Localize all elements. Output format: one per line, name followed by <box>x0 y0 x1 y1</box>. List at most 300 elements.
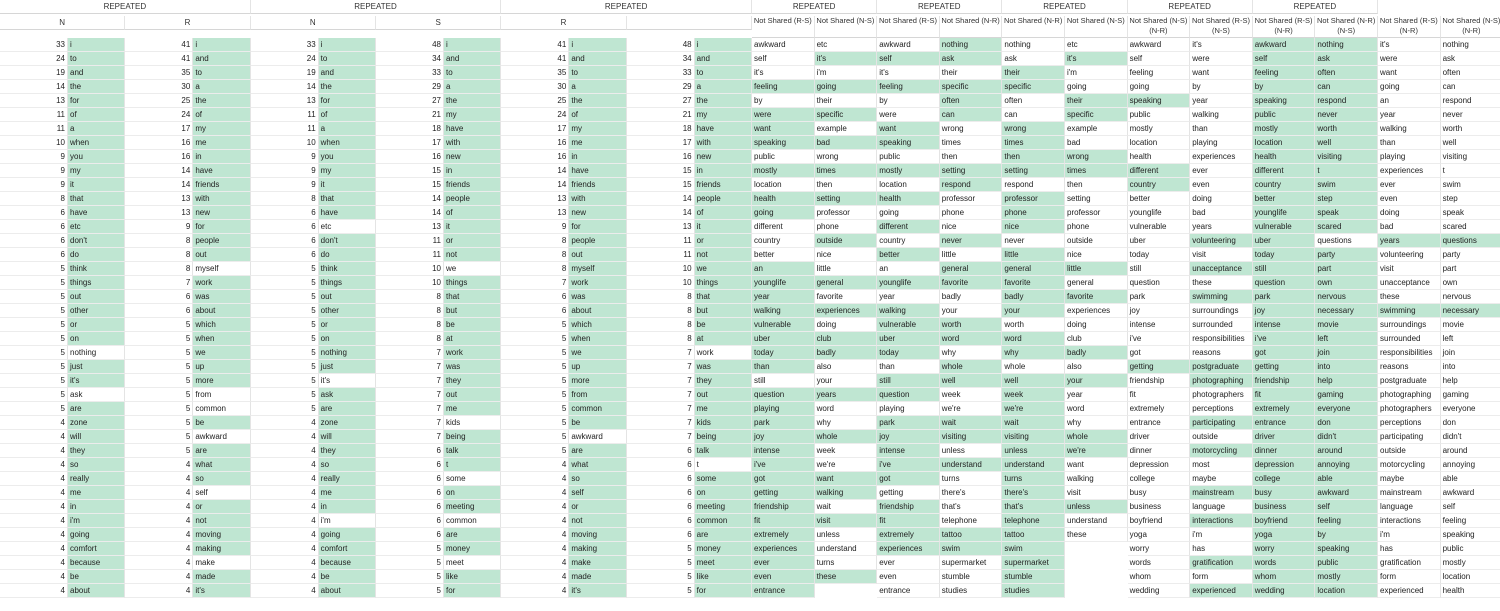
word-cell: a <box>319 122 376 136</box>
word-cell: self <box>1253 52 1316 66</box>
word-cell: intense <box>877 444 940 458</box>
word-cell: left <box>1315 332 1378 346</box>
word-cell: by <box>1315 528 1378 542</box>
word-cell: everyone <box>1441 402 1500 416</box>
word-cell: want <box>1378 66 1441 80</box>
word-cell: don <box>1315 416 1378 430</box>
word-cell: with <box>569 192 626 206</box>
word-cell: speaking <box>1441 528 1500 542</box>
count-cell: 4 <box>501 584 569 598</box>
word-cell: form <box>1378 570 1441 584</box>
word-cell: for <box>444 584 501 598</box>
word-cell: ask <box>1441 52 1500 66</box>
word-cell: turns <box>815 556 878 570</box>
word-cell: swim <box>1441 178 1500 192</box>
word-cell: today <box>877 346 940 360</box>
word-cell: doing <box>815 318 878 332</box>
word-cell: understand <box>940 458 1003 472</box>
word-cell: still <box>752 374 815 388</box>
word-cell: swimming <box>1378 304 1441 318</box>
count-cell: 9 <box>251 164 319 178</box>
group-header: REPEATED <box>0 0 251 14</box>
word-cell: form <box>1190 570 1253 584</box>
count-cell: 30 <box>501 80 569 94</box>
count-cell: 19 <box>251 66 319 80</box>
word-cell: made <box>569 570 626 584</box>
word-cell: new <box>569 206 626 220</box>
column-header: Not Shared (R-S) <box>877 16 940 38</box>
word-cell: mostly <box>1253 122 1316 136</box>
word-cell: a <box>569 80 626 94</box>
word-cell: annoying <box>1441 458 1500 472</box>
count-cell: 4 <box>0 444 68 458</box>
word-cell: outside <box>1065 234 1128 248</box>
word-cell: friendship <box>1253 374 1316 388</box>
word-cell: ever <box>877 556 940 570</box>
word-cell: badly <box>1065 346 1128 360</box>
count-cell: 5 <box>125 318 193 332</box>
word-cell: etc <box>815 38 878 52</box>
count-cell: 33 <box>251 38 319 52</box>
word-cell: maybe <box>1378 472 1441 486</box>
count-cell: 16 <box>501 150 569 164</box>
count-cell: 5 <box>0 318 68 332</box>
word-cell: getting <box>1253 360 1316 374</box>
word-cell: tattoo <box>940 528 1003 542</box>
count-cell: 7 <box>627 402 695 416</box>
count-cell: 6 <box>501 304 569 318</box>
word-cell: i'm <box>1065 66 1128 80</box>
word-cell: younglife <box>1128 206 1191 220</box>
word-cell: better <box>1253 192 1316 206</box>
word-cell: busy <box>1128 486 1191 500</box>
word-cell: in <box>695 164 752 178</box>
count-cell: 5 <box>376 584 444 598</box>
word-cell: has <box>1378 542 1441 556</box>
word-cell: scared <box>1315 220 1378 234</box>
word-cell: being <box>444 430 501 444</box>
count-cell: 11 <box>376 234 444 248</box>
count-cell: 6 <box>376 514 444 528</box>
word-cell: me <box>319 486 376 500</box>
count-cell: 6 <box>0 220 68 234</box>
count-cell: 9 <box>501 220 569 234</box>
count-cell: 17 <box>376 136 444 150</box>
word-cell: be <box>68 570 125 584</box>
word-cell: park <box>1253 290 1316 304</box>
count-cell: 7 <box>376 360 444 374</box>
word-cell: speaking <box>752 136 815 150</box>
word-cell: they <box>68 444 125 458</box>
word-cell: around <box>1315 444 1378 458</box>
word-cell: professor <box>815 206 878 220</box>
word-cell: have <box>68 206 125 220</box>
word-cell: then <box>1002 150 1065 164</box>
word-cell: mostly <box>877 164 940 178</box>
word-cell: word <box>1002 332 1065 346</box>
word-cell: wait <box>1002 416 1065 430</box>
count-cell: 8 <box>627 332 695 346</box>
word-cell: to <box>695 66 752 80</box>
word-cell: in <box>569 150 626 164</box>
word-cell: feeling <box>752 80 815 94</box>
column-header <box>627 16 752 30</box>
word-cell: joy <box>877 430 940 444</box>
word-cell: then <box>815 178 878 192</box>
word-cell: necessary <box>1315 304 1378 318</box>
word-cell: year <box>1378 108 1441 122</box>
word-cell: on <box>444 486 501 500</box>
word-cell: surrounded <box>1378 332 1441 346</box>
word-cell: vulnerable <box>1253 220 1316 234</box>
word-cell: visiting <box>940 430 1003 444</box>
word-cell: things <box>695 276 752 290</box>
word-cell: around <box>1441 444 1500 458</box>
word-cell: talk <box>695 444 752 458</box>
count-cell: 4 <box>0 500 68 514</box>
count-cell: 8 <box>125 234 193 248</box>
word-cell: understand <box>1002 458 1065 472</box>
word-cell: which <box>569 318 626 332</box>
count-cell: 4 <box>251 542 319 556</box>
word-cell: park <box>752 416 815 430</box>
word-cell: out <box>444 388 501 402</box>
count-cell: 4 <box>501 500 569 514</box>
word-cell: then <box>1065 178 1128 192</box>
word-cell: photographers <box>1378 402 1441 416</box>
word-cell: so <box>193 472 250 486</box>
word-cell: me <box>444 402 501 416</box>
count-cell: 19 <box>0 66 68 80</box>
word-cell: i've <box>877 458 940 472</box>
count-cell: 34 <box>627 52 695 66</box>
word-cell: self <box>752 52 815 66</box>
count-cell: 11 <box>376 248 444 262</box>
word-cell: self <box>193 486 250 500</box>
column-header: Not Shared (N-R)(N-S) <box>1315 16 1378 38</box>
word-cell: country <box>1253 178 1316 192</box>
word-cell: i'm <box>319 514 376 528</box>
word-cell: setting <box>815 192 878 206</box>
word-cell: me <box>68 486 125 500</box>
word-cell: t <box>695 458 752 472</box>
word-cell: question <box>877 388 940 402</box>
word-cell: able <box>1315 472 1378 486</box>
word-cell: getting <box>877 486 940 500</box>
word-cell: respond <box>1002 178 1065 192</box>
word-cell: more <box>193 374 250 388</box>
count-cell: 6 <box>0 248 68 262</box>
word-cell: extremely <box>1253 402 1316 416</box>
word-cell: don't <box>68 234 125 248</box>
count-cell: 13 <box>627 220 695 234</box>
word-cell: unless <box>815 528 878 542</box>
word-cell: extremely <box>877 528 940 542</box>
word-cell: has <box>1190 542 1253 556</box>
word-cell: even <box>752 570 815 584</box>
word-cell: postgraduate <box>1190 360 1253 374</box>
word-cell: we <box>193 346 250 360</box>
word-cell: yoga <box>1253 528 1316 542</box>
word-cell: common <box>444 514 501 528</box>
word-cell: unacceptance <box>1378 276 1441 290</box>
count-cell: 5 <box>0 262 68 276</box>
word-cell: that <box>68 192 125 206</box>
word-cell: worth <box>940 318 1003 332</box>
word-cell: from <box>569 388 626 402</box>
count-cell: 9 <box>0 178 68 192</box>
word-cell: friends <box>444 178 501 192</box>
word-cell: wait <box>940 416 1003 430</box>
word-cell: necessary <box>1441 304 1500 318</box>
count-cell: 6 <box>251 220 319 234</box>
word-cell: wrong <box>1002 122 1065 136</box>
count-cell: 7 <box>376 402 444 416</box>
count-cell: 4 <box>501 472 569 486</box>
word-cell: experienced <box>1378 584 1441 598</box>
word-cell: year <box>752 290 815 304</box>
word-cell: bad <box>1378 220 1441 234</box>
word-cell: location <box>1253 136 1316 150</box>
count-cell: 5 <box>251 346 319 360</box>
word-cell: speak <box>1315 206 1378 220</box>
word-cell: walking <box>1065 472 1128 486</box>
count-cell: 4 <box>501 514 569 528</box>
word-cell: surrounded <box>1190 318 1253 332</box>
word-cell: wedding <box>1128 584 1191 598</box>
word-cell: worry <box>1253 542 1316 556</box>
word-cell: going <box>319 528 376 542</box>
word-cell: speaking <box>1128 94 1191 108</box>
count-cell: 6 <box>376 486 444 500</box>
word-cell: speaking <box>1315 542 1378 556</box>
word-cell: supermarket <box>940 556 1003 570</box>
word-cell: i <box>569 38 626 52</box>
word-cell: by <box>877 94 940 108</box>
word-cell: want <box>877 122 940 136</box>
word-cell: and <box>193 52 250 66</box>
word-cell: going <box>877 206 940 220</box>
word-cell: of <box>319 108 376 122</box>
count-cell: 8 <box>376 332 444 346</box>
word-cell: it's <box>877 66 940 80</box>
count-cell: 4 <box>125 500 193 514</box>
count-cell: 5 <box>376 556 444 570</box>
word-cell: mainstream <box>1378 486 1441 500</box>
count-cell: 10 <box>627 276 695 290</box>
count-cell: 5 <box>125 374 193 388</box>
word-cell: mostly <box>752 164 815 178</box>
word-cell: gratification <box>1378 556 1441 570</box>
word-cell: you <box>319 150 376 164</box>
word-cell: little <box>1002 248 1065 262</box>
word-cell: it's <box>68 374 125 388</box>
word-cell: myself <box>569 262 626 276</box>
word-cell: unless <box>940 444 1003 458</box>
word-cell: when <box>193 332 250 346</box>
column-header: Not Shared (N-S) <box>1065 16 1128 38</box>
word-cell: words <box>1128 556 1191 570</box>
word-cell: well <box>1441 136 1500 150</box>
word-cell: not <box>695 248 752 262</box>
word-cell: even <box>877 570 940 584</box>
word-cell: phone <box>940 206 1003 220</box>
count-cell: 13 <box>376 220 444 234</box>
word-cell: have <box>444 122 501 136</box>
word-cell: and <box>569 52 626 66</box>
word-cell: year <box>1065 388 1128 402</box>
word-cell: able <box>1441 472 1500 486</box>
count-cell: 4 <box>125 486 193 500</box>
word-cell: or <box>68 318 125 332</box>
word-cell: up <box>193 360 250 374</box>
count-cell: 4 <box>0 458 68 472</box>
word-cell: we're <box>815 458 878 472</box>
word-cell: different <box>1128 164 1191 178</box>
word-cell: little <box>815 262 878 276</box>
word-cell: i'm <box>1378 528 1441 542</box>
count-cell: 4 <box>0 542 68 556</box>
word-cell: speak <box>1441 206 1500 220</box>
word-cell: vulnerable <box>877 318 940 332</box>
word-cell: getting <box>1128 360 1191 374</box>
word-cell: location <box>1441 570 1500 584</box>
word-cell: often <box>1315 66 1378 80</box>
word-cell: walking <box>1378 122 1441 136</box>
word-cell: general <box>815 276 878 290</box>
word-cell: got <box>1253 346 1316 360</box>
column-header: Not Shared (N-S)(N-R) <box>1441 16 1500 38</box>
word-cell: not <box>193 514 250 528</box>
word-cell: general <box>1002 262 1065 276</box>
word-cell: make <box>193 556 250 570</box>
word-cell: or <box>319 318 376 332</box>
word-cell: health <box>1128 150 1191 164</box>
word-cell: little <box>940 248 1003 262</box>
group-header: REPEATED <box>1253 0 1378 14</box>
word-cell: other <box>68 304 125 318</box>
word-cell: gaming <box>1315 388 1378 402</box>
word-cell: some <box>695 472 752 486</box>
count-cell: 5 <box>501 430 569 444</box>
word-cell: mostly <box>1128 122 1191 136</box>
word-cell: etc <box>1065 38 1128 52</box>
word-cell: moving <box>193 528 250 542</box>
word-cell: mostly <box>1441 556 1500 570</box>
word-cell: whom <box>1253 570 1316 584</box>
word-cell: so <box>68 458 125 472</box>
word-cell: phone <box>1002 206 1065 220</box>
word-cell: feeling <box>1441 514 1500 528</box>
word-cell: are <box>569 444 626 458</box>
word-cell: feeling <box>1128 66 1191 80</box>
word-cell: language <box>1378 500 1441 514</box>
word-cell: out <box>695 388 752 402</box>
word-cell: week <box>815 444 878 458</box>
word-cell: wait <box>815 500 878 514</box>
word-cell: why <box>940 346 1003 360</box>
word-cell: got <box>752 472 815 486</box>
count-cell: 5 <box>501 332 569 346</box>
word-cell: people <box>695 192 752 206</box>
word-cell: college <box>1128 472 1191 486</box>
word-cell: awkward <box>877 38 940 52</box>
word-cell: nice <box>815 248 878 262</box>
count-cell: 6 <box>627 528 695 542</box>
word-cell: being <box>695 430 752 444</box>
word-cell: worry <box>1128 542 1191 556</box>
word-cell: was <box>569 290 626 304</box>
word-cell: with <box>444 136 501 150</box>
word-cell: uber <box>752 332 815 346</box>
word-cell: they <box>444 374 501 388</box>
count-cell: 4 <box>501 486 569 500</box>
word-cell: postgraduate <box>1378 374 1441 388</box>
word-cell: or <box>695 234 752 248</box>
word-cell: can <box>1441 80 1500 94</box>
word-cell: we're <box>940 402 1003 416</box>
word-cell: ever <box>752 556 815 570</box>
word-cell: of <box>569 108 626 122</box>
count-cell: 5 <box>501 416 569 430</box>
word-cell: movie <box>1315 318 1378 332</box>
count-cell: 4 <box>251 570 319 584</box>
word-cell: a <box>444 80 501 94</box>
count-cell: 4 <box>501 556 569 570</box>
word-cell: self <box>877 52 940 66</box>
count-cell: 6 <box>627 486 695 500</box>
word-cell: fit <box>1128 388 1191 402</box>
count-cell: 4 <box>251 500 319 514</box>
word-cell: i <box>193 38 250 52</box>
count-cell: 5 <box>251 304 319 318</box>
word-cell: week <box>940 388 1003 402</box>
word-cell: i <box>319 38 376 52</box>
word-cell: can <box>1002 108 1065 122</box>
word-cell: visit <box>1190 248 1253 262</box>
word-cell: health <box>1441 584 1500 598</box>
word-cell: swimming <box>1190 290 1253 304</box>
word-cell: country <box>752 234 815 248</box>
count-cell: 4 <box>251 584 319 598</box>
word-cell: experiences <box>1065 304 1128 318</box>
word-cell: etc <box>319 220 376 234</box>
word-cell: part <box>1315 262 1378 276</box>
word-cell: times <box>940 136 1003 150</box>
word-cell: because <box>68 556 125 570</box>
word-cell: club <box>815 332 878 346</box>
count-cell: 8 <box>627 304 695 318</box>
word-cell: really <box>319 472 376 486</box>
word-cell: even <box>1190 178 1253 192</box>
count-cell: 4 <box>251 528 319 542</box>
word-cell: nice <box>1002 220 1065 234</box>
word-cell: wedding <box>1253 584 1316 598</box>
count-cell: 5 <box>251 360 319 374</box>
word-cell: not <box>444 248 501 262</box>
word-cell: today <box>1253 248 1316 262</box>
count-cell: 5 <box>0 346 68 360</box>
word-cell: awkward <box>193 430 250 444</box>
word-cell: self <box>1441 500 1500 514</box>
count-cell: 7 <box>376 430 444 444</box>
count-cell: 14 <box>125 178 193 192</box>
word-cell: these <box>1378 290 1441 304</box>
count-cell: 4 <box>125 458 193 472</box>
word-cell: never <box>1002 234 1065 248</box>
word-cell: it <box>444 220 501 234</box>
word-cell: uber <box>1128 234 1191 248</box>
